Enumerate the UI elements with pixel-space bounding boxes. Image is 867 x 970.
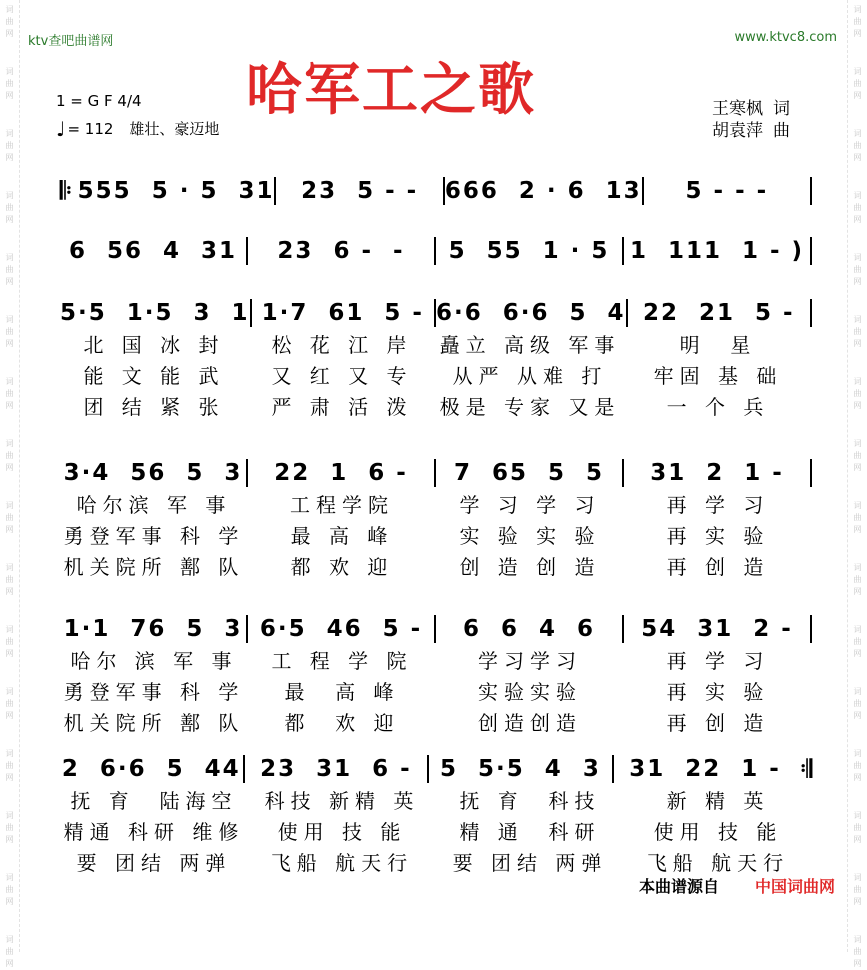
watermark-text: 词 曲 网	[853, 67, 862, 100]
watermark-text: 词 曲 网	[853, 935, 862, 968]
score-system-5	[60, 612, 812, 739]
lyric-segment: 能 文 能 武	[83, 364, 225, 388]
composer-role: 曲	[773, 121, 790, 141]
measure-1: 1·1 76 5 3	[63, 616, 243, 642]
lyric-segment: 又 红 又 专	[271, 364, 413, 388]
lyric-segment: 团 结 紧 张	[83, 395, 225, 419]
watermark-text: 词 曲 网	[853, 811, 862, 844]
measure-3: 6·6 6·6 5 4	[436, 300, 626, 326]
measure-3: 7 65 5 5	[453, 460, 605, 486]
barline	[810, 177, 812, 205]
watermark-text: 词 曲 网	[5, 439, 14, 472]
watermark-text: 词 曲 网	[5, 749, 14, 782]
measure-2: 6·5 46 5 -	[259, 616, 423, 642]
lyricist-role: 词	[773, 99, 790, 119]
left-watermark-strip	[0, 0, 20, 968]
measure-4: 31 2 1 -	[650, 460, 784, 486]
lyric-segment: 使用 技 能	[277, 820, 407, 844]
watermark-text: 词 曲 网	[5, 935, 14, 968]
measure-3: 6 6 4 6	[462, 616, 596, 642]
site-url-right[interactable]: www.ktvc8.com	[734, 30, 837, 45]
measure-1: 2 6·6 5 44	[61, 756, 241, 782]
source-site-link[interactable]: 中国词曲网	[754, 877, 835, 896]
score-system-6	[60, 752, 812, 879]
source-label: 本曲谱源自	[638, 877, 719, 896]
lyric-segment: 最 高 峰	[290, 524, 394, 548]
lyric-segment: 工 程 学 院	[271, 649, 413, 673]
lyric-segment: 实 验 实 验	[459, 524, 601, 548]
lyric-verse-2	[60, 677, 812, 708]
watermark-text: 词 曲 网	[5, 625, 14, 658]
notation-row	[60, 234, 812, 268]
lyric-segment: 新 精 英	[666, 789, 770, 813]
lyric-segment: 都 欢 迎	[284, 711, 400, 735]
watermark-text: 词 曲 网	[5, 191, 14, 224]
lyric-segment: 再 创 造	[666, 555, 770, 579]
lyricist-name: 王寒枫	[712, 99, 763, 119]
measure-2: 1·7 61 5 -	[261, 300, 424, 326]
repeat-start-sign: 𝄆	[60, 177, 72, 205]
lyric-verse-2	[60, 361, 812, 392]
measure-1: 3·4 56 5 3	[63, 460, 243, 486]
notation-row	[60, 296, 812, 330]
measure-4: 5 - - -	[685, 178, 769, 204]
lyric-verse-1	[60, 330, 812, 361]
key-signature: 1 = G F 4/4	[56, 92, 142, 110]
watermark-text: 词 曲 网	[5, 129, 14, 162]
composer-credit	[712, 116, 790, 141]
watermark-text: 词 曲 网	[853, 377, 862, 410]
lyric-verse-1	[60, 646, 812, 677]
lyric-segment: 学 习 学 习	[459, 493, 601, 517]
lyric-segment: 要 团结 两弹	[76, 851, 232, 875]
watermark-text: 词 曲 网	[853, 439, 862, 472]
watermark-text: 词 曲 网	[853, 191, 862, 224]
notation-row	[60, 752, 812, 786]
score-system-2	[60, 234, 812, 268]
lyric-segment: 创 造 创 造	[459, 555, 601, 579]
lyric-segment: 勇登军事 科 学	[63, 524, 245, 548]
score-system-4	[60, 456, 812, 583]
measure-2: 23 5 - -	[301, 178, 419, 204]
watermark-text: 词 曲 网	[853, 625, 862, 658]
lyric-segment: 使用 技 能	[653, 820, 783, 844]
composer-name: 胡袁萍	[712, 121, 763, 141]
tempo-value: = 112	[67, 120, 114, 138]
lyric-segment: 勇登军事 科 学	[63, 680, 245, 704]
watermark-text: 词 曲 网	[5, 377, 14, 410]
measure-2: 23 6 - -	[277, 238, 405, 264]
lyric-segment: 再 创 造	[666, 711, 770, 735]
measure-3: 5 55 1 · 5	[448, 238, 610, 264]
notation-row	[60, 612, 812, 646]
lyric-segment: 最 高 峰	[284, 680, 400, 704]
measure-3: 666 2 · 6 13	[444, 178, 642, 204]
notation-row	[60, 174, 812, 208]
mood-marking: 雄壮、豪迈地	[129, 120, 220, 138]
watermark-text: 词 曲 网	[5, 563, 14, 596]
lyric-segment: 飞船 航天行	[270, 851, 414, 875]
watermark-text: 词 曲 网	[853, 873, 862, 906]
lyric-segment: 哈尔滨 军 事	[76, 493, 232, 517]
watermark-text: 词 曲 网	[5, 687, 14, 720]
measure-1: 5·5 1·5 3 1	[60, 300, 250, 326]
lyric-verse-3	[60, 708, 812, 739]
lyric-verse-3	[60, 392, 812, 423]
lyric-segment: 创造创造	[478, 711, 582, 735]
watermark-text: 词 曲 网	[5, 67, 14, 100]
measure-4: 22 21 5 -	[642, 300, 795, 326]
lyric-segment: 都 欢 迎	[290, 555, 394, 579]
watermark-text: 词 曲 网	[5, 253, 14, 286]
lyric-segment: 学习学习	[478, 649, 582, 673]
lyric-segment: 实验实验	[478, 680, 582, 704]
notation-row	[60, 456, 812, 490]
lyric-segment: 再 实 验	[666, 524, 770, 548]
watermark-text: 词 曲 网	[853, 501, 862, 534]
right-watermark-strip	[847, 0, 867, 968]
lyric-segment: 再 学 习	[666, 649, 770, 673]
watermark-text: 词 曲 网	[5, 501, 14, 534]
lyric-segment: 北 国 冰 封	[83, 333, 225, 357]
site-name-left[interactable]: ktv查吧曲谱网	[28, 34, 114, 49]
lyric-segment: 从严 从难 打	[452, 364, 608, 388]
lyric-segment: 极是 专家 又是	[439, 395, 621, 419]
lyric-segment: 再 实 验	[666, 680, 770, 704]
measure-4: 1 111 1 - )	[629, 238, 805, 264]
repeat-end-sign: 𝄇	[800, 755, 812, 783]
measure-4: 31 22 1 -	[629, 756, 781, 782]
barline	[810, 459, 812, 487]
measure-3: 5 5·5 4 3	[440, 756, 601, 782]
lyric-segment: 松 花 江 岸	[271, 333, 413, 357]
watermark-text: 词 曲 网	[5, 5, 14, 38]
lyric-segment: 哈尔 滨 军 事	[70, 649, 238, 673]
lyric-segment: 明 星	[679, 333, 757, 357]
barline	[810, 299, 812, 327]
lyric-segment: 抚 育 科技	[459, 789, 601, 813]
watermark-text: 词 曲 网	[853, 687, 862, 720]
barline	[810, 237, 812, 265]
lyric-segment: 要 团结 两弹	[452, 851, 608, 875]
lyric-verse-2	[60, 521, 812, 552]
lyric-segment: 精 通 科研	[459, 820, 601, 844]
song-title: 哈军工之歌	[246, 58, 536, 123]
lyric-segment: 抚 育 陆海空	[70, 789, 238, 813]
watermark-text: 词 曲 网	[853, 5, 862, 38]
watermark-text: 词 曲 网	[853, 315, 862, 348]
watermark-text: 词 曲 网	[853, 563, 862, 596]
watermark-text: 词 曲 网	[853, 253, 862, 286]
lyric-segment: 再 学 习	[666, 493, 770, 517]
measure-2: 22 1 6 -	[274, 460, 408, 486]
watermark-text: 词 曲 网	[5, 811, 14, 844]
watermark-text: 词 曲 网	[5, 315, 14, 348]
tempo-line	[56, 115, 219, 139]
lyric-segment: 机关院所 鄯 队	[63, 711, 245, 735]
lyric-segment: 精通 科研 维修	[63, 820, 245, 844]
lyric-segment: 工程学院	[290, 493, 394, 517]
measure-1: 6 56 4 31	[68, 238, 238, 264]
lyric-segment: 机关院所 鄯 队	[63, 555, 245, 579]
barline	[810, 615, 812, 643]
measure-2: 23 31 6 -	[260, 756, 412, 782]
lyric-verse-2	[60, 817, 812, 848]
lyric-verse-1	[60, 786, 812, 817]
lyric-verse-1	[60, 490, 812, 521]
lyric-verse-3	[60, 552, 812, 583]
watermark-text: 词 曲 网	[853, 749, 862, 782]
score-system-3	[60, 296, 812, 423]
lyric-segment: 一 个 兵	[666, 395, 770, 419]
quarter-note-icon: ♩	[56, 117, 66, 141]
lyric-segment: 牢固 基 础	[653, 364, 783, 388]
watermark-text: 词 曲 网	[853, 129, 862, 162]
measure-4: 54 31 2 -	[641, 616, 793, 642]
lyric-segment: 飞船 航天行	[646, 851, 790, 875]
lyric-segment: 矗立 高级 军事	[439, 333, 621, 357]
measure-1: 555 5 · 5 31	[77, 178, 275, 204]
lyric-segment: 严 肃 活 泼	[271, 395, 413, 419]
watermark-text: 词 曲 网	[5, 873, 14, 906]
lyric-segment: 科技 新精 英	[264, 789, 420, 813]
score-system-1	[60, 174, 812, 208]
